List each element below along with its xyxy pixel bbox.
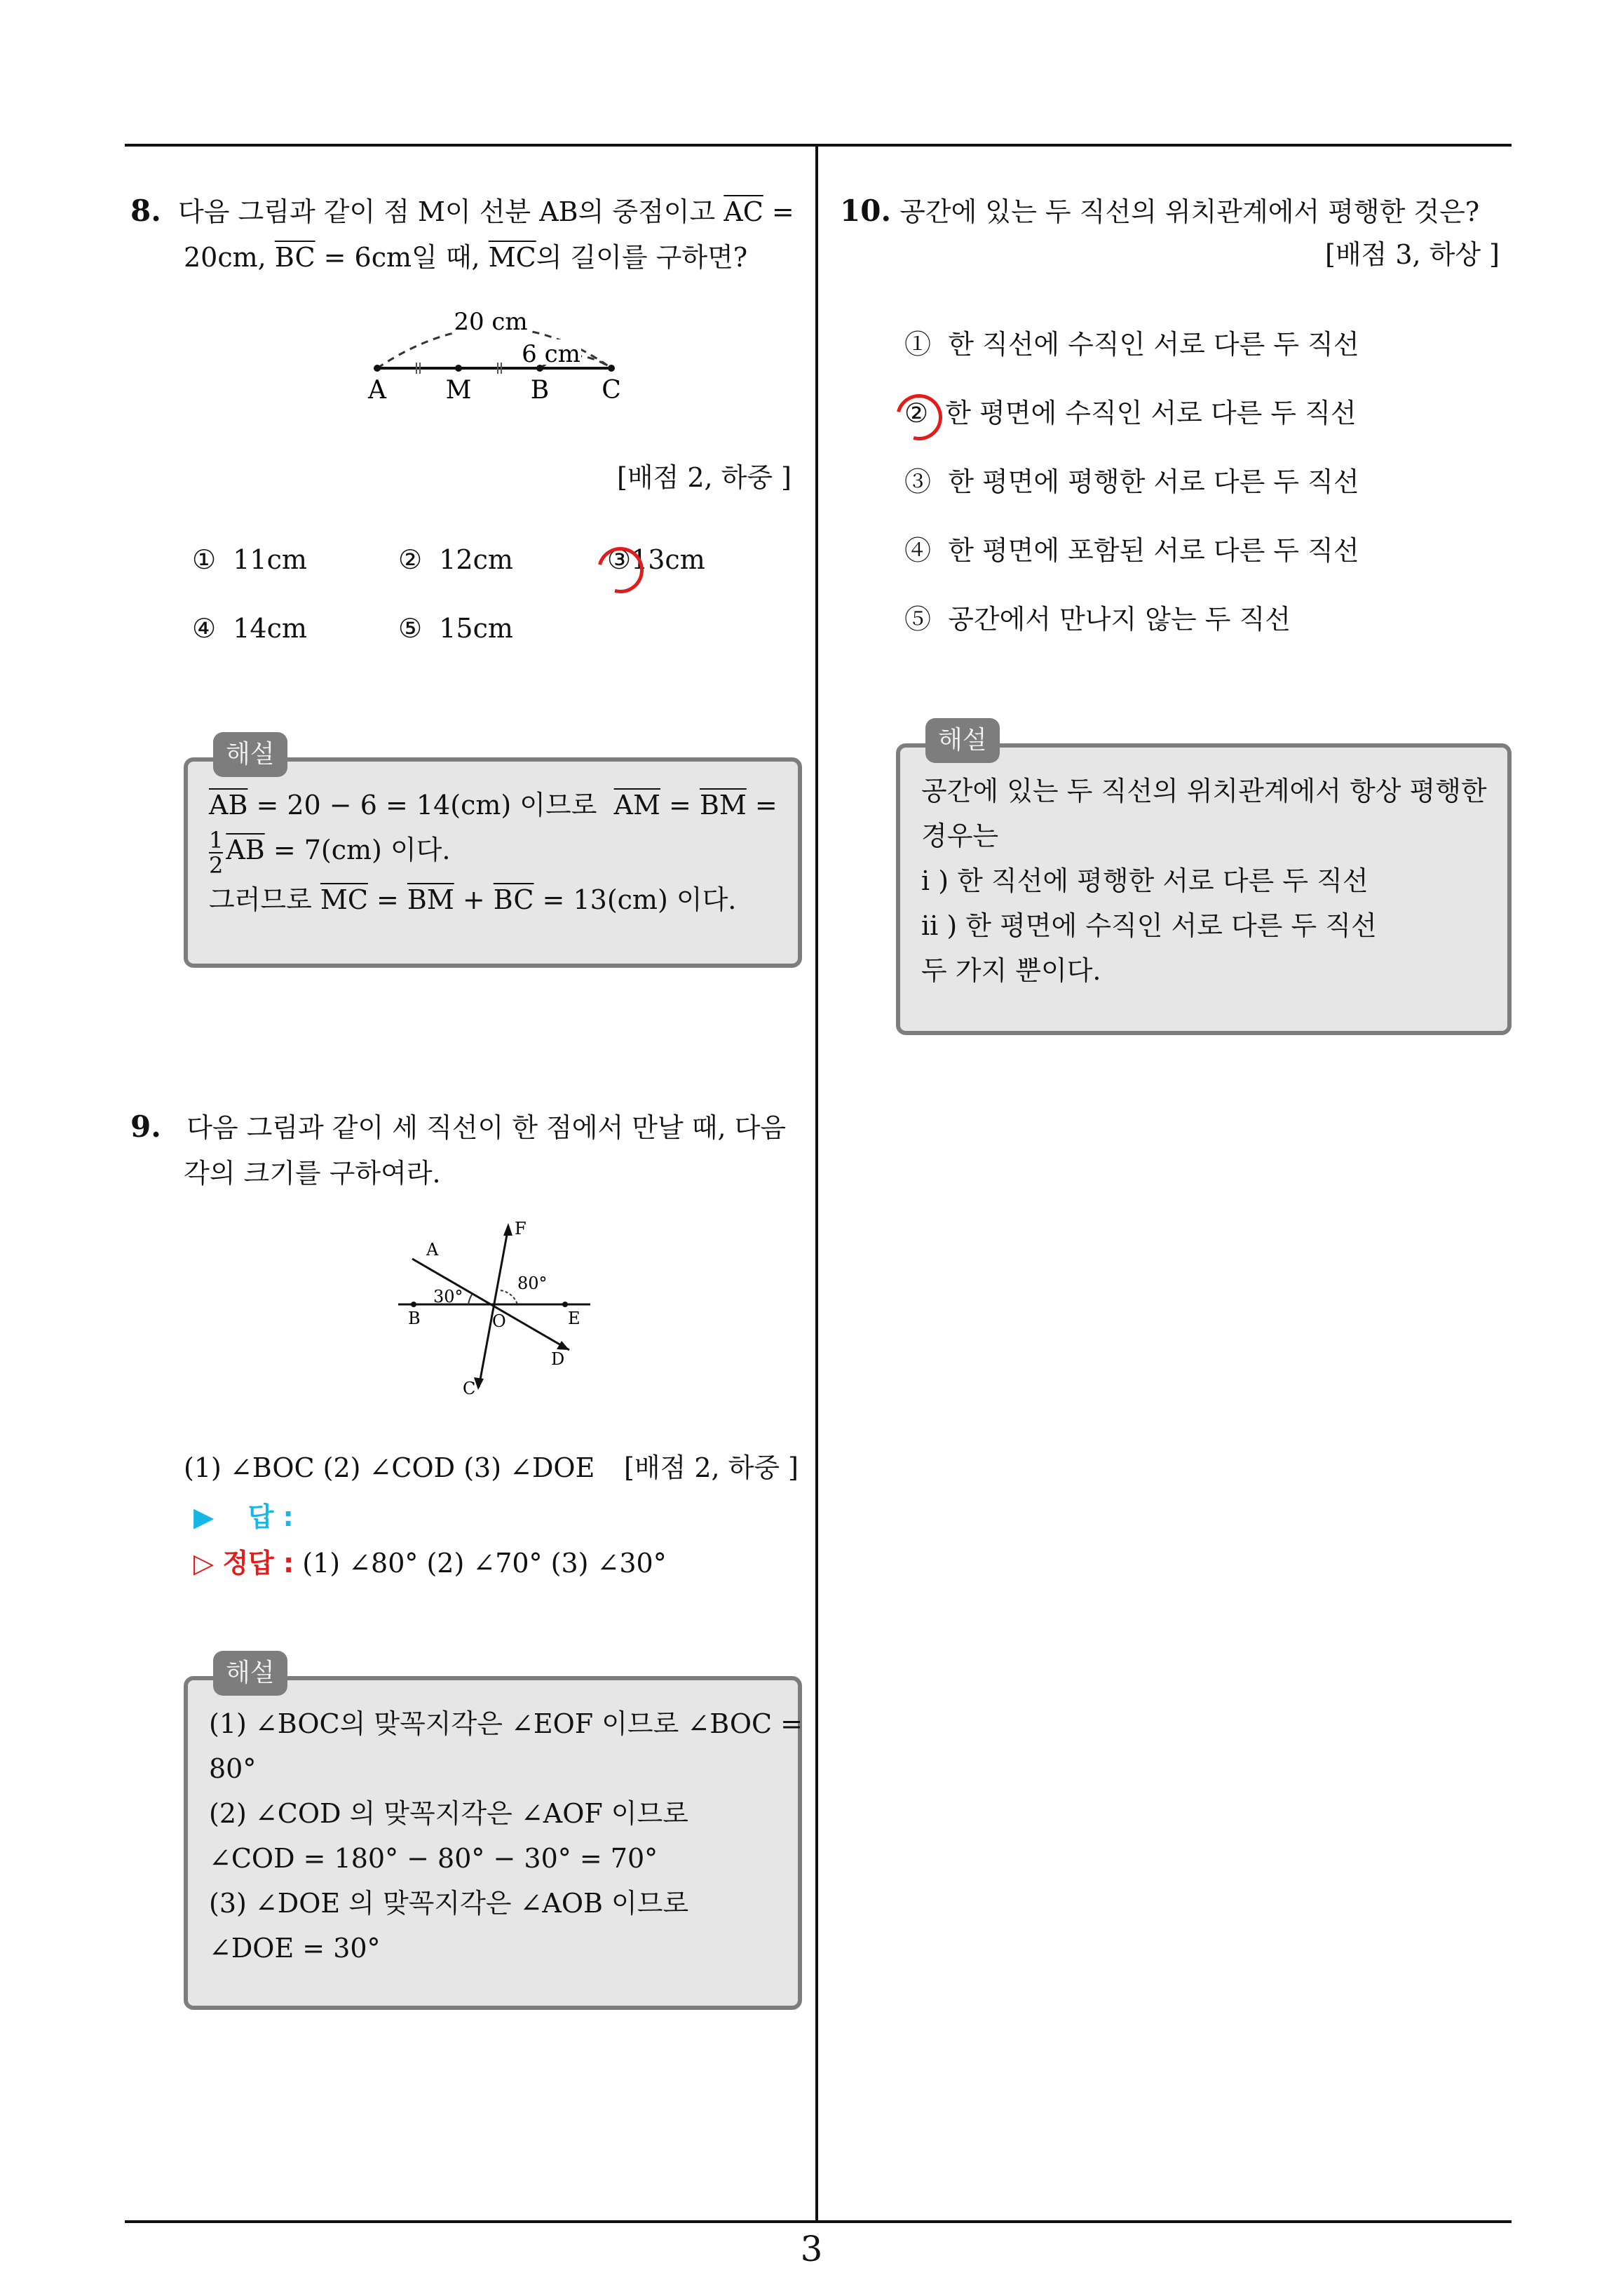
label-f: F bbox=[515, 1219, 527, 1238]
label-c: C bbox=[602, 376, 621, 405]
q10-explain-line: 경우는 bbox=[921, 821, 999, 851]
q10-choice-2[interactable]: ② 한 평면에 수직인 서로 다른 두 직선 bbox=[904, 390, 1357, 436]
q9-angle-figure bbox=[393, 1213, 603, 1403]
q8-line-2: 20cm, $\overline{BC} = 6cm$일 때, $\overline{MC}$의 길이를 구하면? bbox=[184, 242, 748, 273]
line-cf bbox=[479, 1227, 508, 1387]
segment-bc: $\overline{BC}$ bbox=[274, 242, 315, 273]
q10-explain-line: ii ) 한 평면에 수직인 서로 다른 두 직선 bbox=[921, 910, 1377, 941]
label-30: 30° bbox=[433, 1287, 463, 1306]
arc-30 bbox=[468, 1295, 472, 1304]
q9-line-2: 각의 크기를 구하여라. bbox=[184, 1158, 441, 1189]
label-20cm: 20 cm bbox=[454, 308, 528, 336]
q10-number: 10. bbox=[840, 194, 892, 228]
q10-selected-mark: ② bbox=[904, 390, 928, 436]
fraction-one-half: $\frac{1}{2}$ bbox=[209, 826, 224, 879]
label-m: M bbox=[445, 376, 472, 405]
q10-explain-line: 공간에 있는 두 직선의 위치관계에서 항상 평행한 bbox=[921, 776, 1487, 806]
q8-choice-2[interactable]: ② 12cm bbox=[398, 544, 513, 575]
top-rule bbox=[125, 144, 1512, 147]
q8-choice-3[interactable]: ③ 13cm bbox=[607, 544, 705, 575]
segment-mc: $\overline{MC}$ bbox=[488, 242, 536, 273]
q8-choice-1[interactable]: ① 11cm bbox=[192, 544, 307, 575]
q9-answer-row bbox=[193, 1494, 294, 1540]
answer-label: 답 : bbox=[247, 1501, 294, 1532]
q10-choice-1[interactable]: ① 한 직선에 수직인 서로 다른 두 직선 bbox=[904, 329, 1359, 360]
label-80: 80° bbox=[517, 1274, 548, 1293]
point-e bbox=[562, 1302, 568, 1307]
q10-explain-line: i ) 한 직선에 평행한 서로 다른 두 직선 bbox=[921, 865, 1369, 896]
q9-number: 9. bbox=[130, 1109, 161, 1144]
point-a bbox=[374, 365, 381, 372]
label-o: O bbox=[492, 1311, 506, 1331]
q9-explain-line: (2) ∠COD 의 맞꼭지각은 ∠AOF 이므로 bbox=[209, 1798, 688, 1829]
q8-explanation-box bbox=[184, 740, 802, 968]
q10-score: [배점 3, 하상 ] bbox=[1325, 239, 1500, 270]
q9-prompt: (1) ∠BOC (2) ∠COD (3) ∠DOE bbox=[184, 1452, 595, 1483]
q8-choice-5[interactable]: ⑤ 15cm bbox=[398, 613, 513, 644]
red-circle-mark bbox=[888, 386, 951, 449]
bottom-rule bbox=[125, 2220, 1512, 2223]
label-a: A bbox=[426, 1240, 439, 1260]
label-d: D bbox=[551, 1349, 565, 1369]
q10-choice-3[interactable]: ③ 한 평면에 평행한 서로 다른 두 직선 bbox=[904, 466, 1359, 497]
q9-score: [배점 2, 하중 ] bbox=[624, 1452, 799, 1483]
explanation-tag: 해설 bbox=[213, 1651, 287, 1696]
q9-explain-line: (1) ∠BOC의 맞꼭지각은 ∠EOF 이므로 ∠BOC = bbox=[209, 1708, 803, 1739]
label-b: B bbox=[530, 376, 550, 405]
correct-label: 정답 : bbox=[222, 1548, 294, 1579]
q10-line-1: 10. 공간에 있는 두 직선의 위치관계에서 평행한 것은? bbox=[840, 194, 1480, 228]
q8-number: 8. bbox=[130, 194, 161, 228]
q8-line-1: 8. 다음 그림과 같이 점 M이 선분 AB의 중점이고 $\overline{AC}$ = bbox=[130, 194, 794, 228]
q8-explain-line-1: $\overline{AB} = 20 - 6 = 14(cm)$ 이므로 $\overline{AM} = \overline{BM}$ = bbox=[209, 790, 777, 821]
q9-correct-row bbox=[193, 1540, 667, 1586]
q8-segment-figure bbox=[351, 295, 645, 407]
explanation-tag: 해설 bbox=[925, 718, 1000, 763]
arc-80 bbox=[501, 1290, 517, 1304]
q8-selected-mark: ③ bbox=[607, 544, 631, 575]
q9-explain-line: ∠DOE = 30° bbox=[209, 1933, 381, 1964]
q8-score: [배점 2, 하중 ] bbox=[617, 462, 792, 493]
point-b bbox=[411, 1302, 416, 1307]
label-6cm: 6 cm bbox=[522, 340, 580, 368]
q10-explanation-box bbox=[896, 726, 1512, 1035]
outline-play-icon: ▷ bbox=[193, 1548, 215, 1579]
q10-choice-5[interactable]: ⑤ 공간에서 만나지 않는 두 직선 bbox=[904, 604, 1291, 635]
play-icon: ▶ bbox=[193, 1501, 215, 1532]
q10-choice-4[interactable]: ④ 한 평면에 포함된 서로 다른 두 직선 bbox=[904, 535, 1359, 566]
label-a: A bbox=[368, 376, 386, 405]
q8-explain-line-3: 그러므로 $\overline{MC} = \overline{BM} + \overline{BC} = 13(cm)$ 이다. bbox=[209, 884, 737, 915]
correct-value: (1) ∠80° (2) ∠70° (3) ∠30° bbox=[302, 1548, 667, 1579]
page-number: 3 bbox=[800, 2229, 823, 2269]
point-m bbox=[455, 365, 462, 372]
q8-choice-4[interactable]: ④ 14cm bbox=[192, 613, 307, 644]
q9-line-1: 9. 다음 그림과 같이 세 직선이 한 점에서 만날 때, 다음 bbox=[130, 1109, 787, 1144]
q9-explain-line: (3) ∠DOE 의 맞꼭지각은 ∠AOB 이므로 bbox=[209, 1888, 689, 1919]
q10-explain-line: 두 가지 뿐이다. bbox=[921, 955, 1101, 986]
q9-explain-line: ∠COD = 180° − 80° − 30° = 70° bbox=[209, 1843, 658, 1874]
q8-explain-line-2: $\frac{1}{2}$ $\overline{AB} = 7(cm)$ 이다. bbox=[209, 826, 451, 879]
q9-explain-line: 80° bbox=[209, 1753, 257, 1784]
arrow-f bbox=[503, 1223, 512, 1236]
segment-ac: $\overline{AC}$ bbox=[724, 196, 763, 227]
explanation-tag: 해설 bbox=[213, 732, 287, 777]
q9-explanation-box bbox=[184, 1659, 803, 2010]
label-e: E bbox=[568, 1309, 580, 1328]
label-b: B bbox=[408, 1309, 421, 1328]
column-divider bbox=[815, 146, 818, 2223]
label-c: C bbox=[463, 1379, 476, 1398]
point-c bbox=[608, 365, 615, 372]
